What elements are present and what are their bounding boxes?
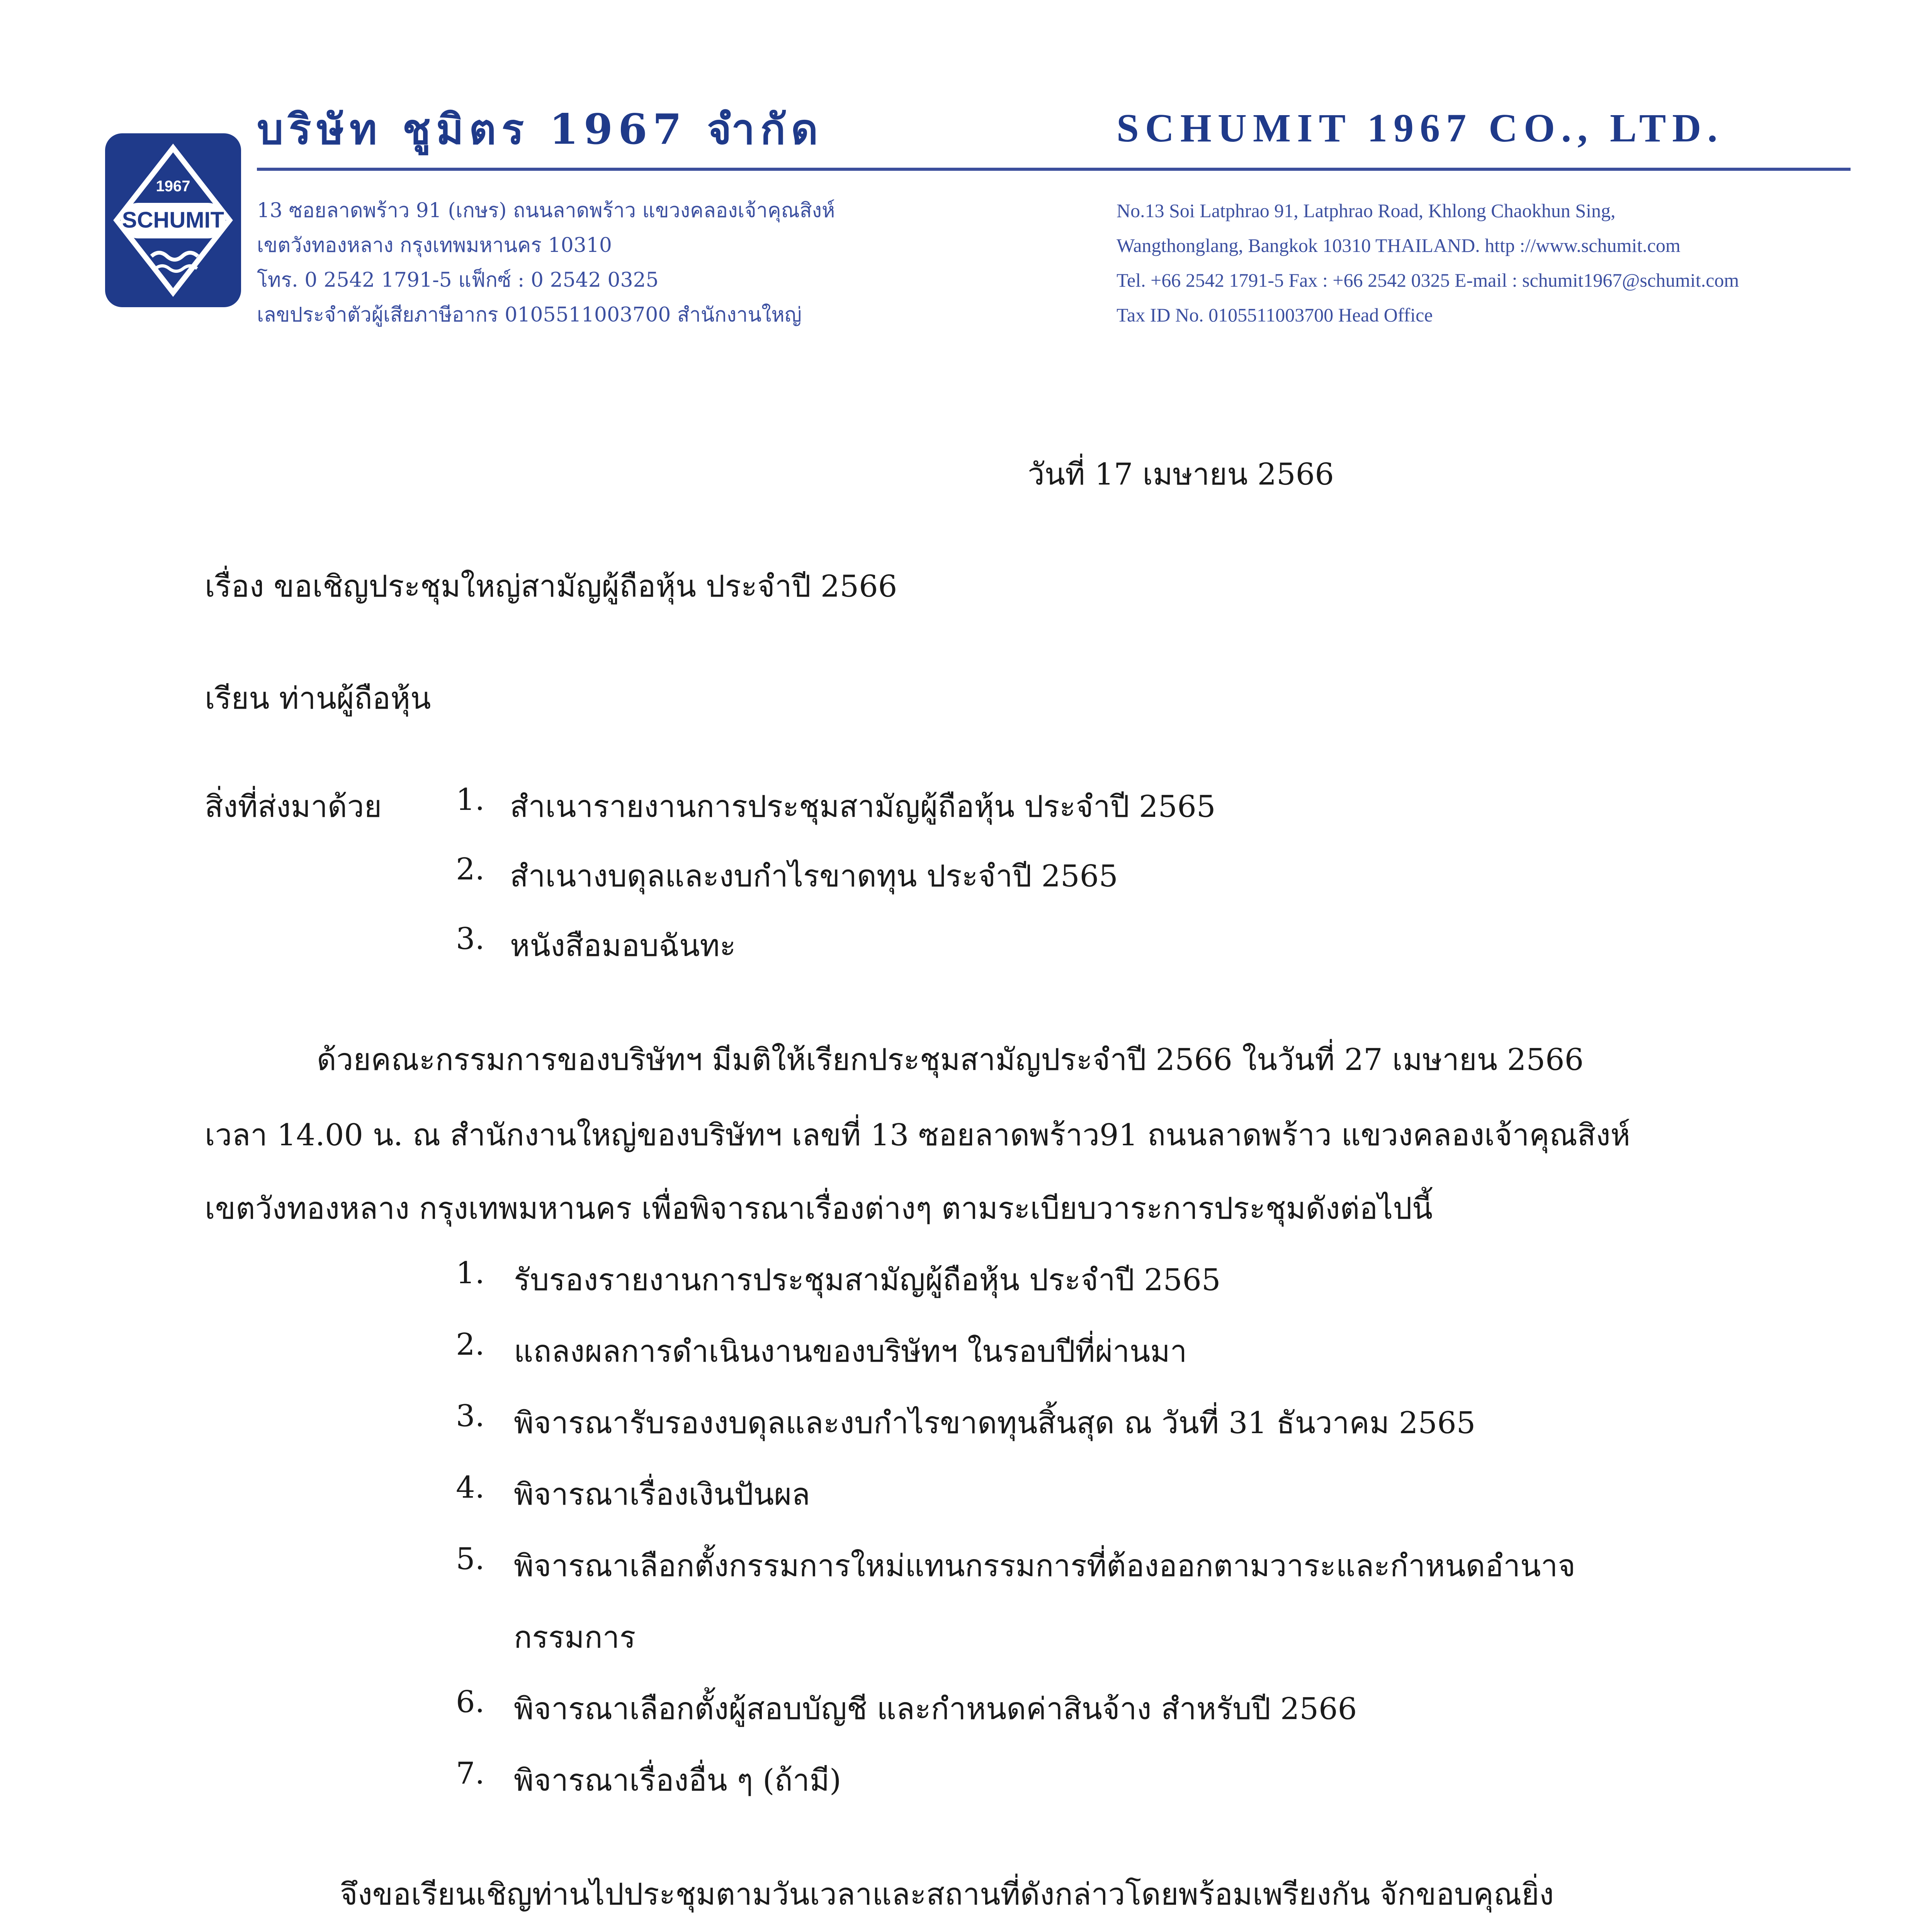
address-english-line: Tax ID No. 0105511003700 Head Office	[1117, 304, 1433, 326]
enclosure-number: 1.	[456, 782, 485, 817]
address-english	[1117, 193, 1739, 332]
logo-text: SCHUMIT	[122, 207, 224, 233]
address-english-line: No.13 Soi Latphrao 91, Latphrao Road, Khlong Chaokhun Sing,	[1117, 200, 1616, 221]
agenda-item: พิจารณาเรื่องอื่น ๆ (ถ้ามี)	[514, 1763, 841, 1798]
address-thai-line: เลขประจำตัวผู้เสียภาษีอากร 0105511003700 สำนักงานใหญ่	[257, 303, 802, 327]
enclosure-number: 2.	[456, 852, 485, 887]
agenda-item: แถลงผลการดำเนินงานของบริษัทฯ ในรอบปีที่ผ่านมา	[514, 1334, 1187, 1369]
agenda-number: 2.	[456, 1327, 485, 1362]
letter-date: วันที่ 17 เมษายน 2566	[1028, 457, 1334, 492]
body-paragraph-line: ด้วยคณะกรรมการของบริษัทฯ มีมติให้เรียกประชุมสามัญประจำปี 2566 ในวันที่ 27 เมษายน 2566	[317, 1043, 1584, 1077]
address-thai-line: โทร. 0 2542 1791-5 แฟ็กซ์ : 0 2542 0325	[257, 269, 659, 292]
agenda-item: รับรองรายงานการประชุมสามัญผู้ถือหุ้น ประจำปี 2565	[514, 1263, 1221, 1298]
address-english-line: Wangthonglang, Bangkok 10310 THAILAND. http ://www.schumit.com	[1117, 235, 1681, 256]
agenda-number: 4.	[456, 1470, 485, 1505]
enclosure-item: สำเนางบดุลและงบกำไรขาดทุน ประจำปี 2565	[510, 859, 1118, 894]
enclosure-item: หนังสือมอบฉันทะ	[510, 929, 736, 963]
agenda-item: พิจารณาเลือกตั้งผู้สอบบัญชี และกำหนดค่าสินจ้าง สำหรับปี 2566	[514, 1692, 1357, 1726]
agenda-number: 1.	[456, 1256, 485, 1291]
agenda-number: 5.	[456, 1542, 485, 1577]
logo-year: 1967	[156, 178, 190, 195]
letter-recipient: เรียน ท่านผู้ถือหุ้น	[205, 681, 431, 716]
schumit-logo	[105, 133, 241, 307]
agenda-item: พิจารณาเรื่องเงินปันผล	[514, 1477, 810, 1512]
enclosures-label: สิ่งที่ส่งมาด้วย	[205, 789, 382, 824]
letter-subject: เรื่อง ขอเชิญประชุมใหญ่สามัญผู้ถือหุ้น ประจำปี 2566	[205, 569, 897, 604]
letterhead-divider	[257, 168, 1851, 171]
address-thai-line: 13 ซอยลาดพร้าว 91 (เกษร) ถนนลาดพร้าว แขวงคลองเจ้าคุณสิงห์	[257, 199, 835, 222]
body-paragraph-line: เวลา 14.00 น. ณ สำนักงานใหญ่ของบริษัทฯ เลขที่ 13 ซอยลาดพร้าว91 ถนนลาดพร้าว แขวงคลองเจ้าคุณสิงห์	[205, 1118, 1630, 1153]
company-name-thai: บริษัท ชูมิตร 1967 จำกัด	[257, 105, 824, 154]
address-thai-line: เขตวังทองหลาง กรุงเทพมหานคร 10310	[257, 234, 612, 257]
address-english-line: Tel. +66 2542 1791-5 Fax : +66 2542 0325 E-mail : schumit1967@schumit.com	[1117, 269, 1739, 291]
body-paragraph-line: เขตวังทองหลาง กรุงเทพมหานคร เพื่อพิจารณาเรื่องต่างๆ ตามระเบียบวาระการประชุมดังต่อไปนี้	[205, 1191, 1433, 1226]
closing-sentence: จึงขอเรียนเชิญท่านไปประชุมตามวันเวลาและสถานที่ดังกล่าวโดยพร้อมเพรียงกัน จักขอบคุณยิ่ง	[340, 1877, 1554, 1912]
enclosure-item: สำเนารายงานการประชุมสามัญผู้ถือหุ้น ประจำปี 2565	[510, 789, 1216, 824]
enclosure-number: 3.	[456, 922, 485, 956]
agenda-item: พิจารณารับรองงบดุลและงบกำไรขาดทุนสิ้นสุด ณ วันที่ 31 ธันวาคม 2565	[514, 1406, 1476, 1440]
address-thai	[257, 193, 835, 332]
agenda-number: 3.	[456, 1399, 485, 1434]
agenda-item: พิจารณาเลือกตั้งกรรมการใหม่แทนกรรมการที่ต้องออกตามวาระและกำหนดอำนาจ	[514, 1549, 1575, 1583]
agenda-number: 7.	[456, 1756, 485, 1791]
agenda-item-continuation: กรรมการ	[514, 1620, 636, 1655]
company-name-english: SCHUMIT 1967 CO., LTD.	[1117, 106, 1724, 150]
agenda-number: 6.	[456, 1685, 485, 1719]
